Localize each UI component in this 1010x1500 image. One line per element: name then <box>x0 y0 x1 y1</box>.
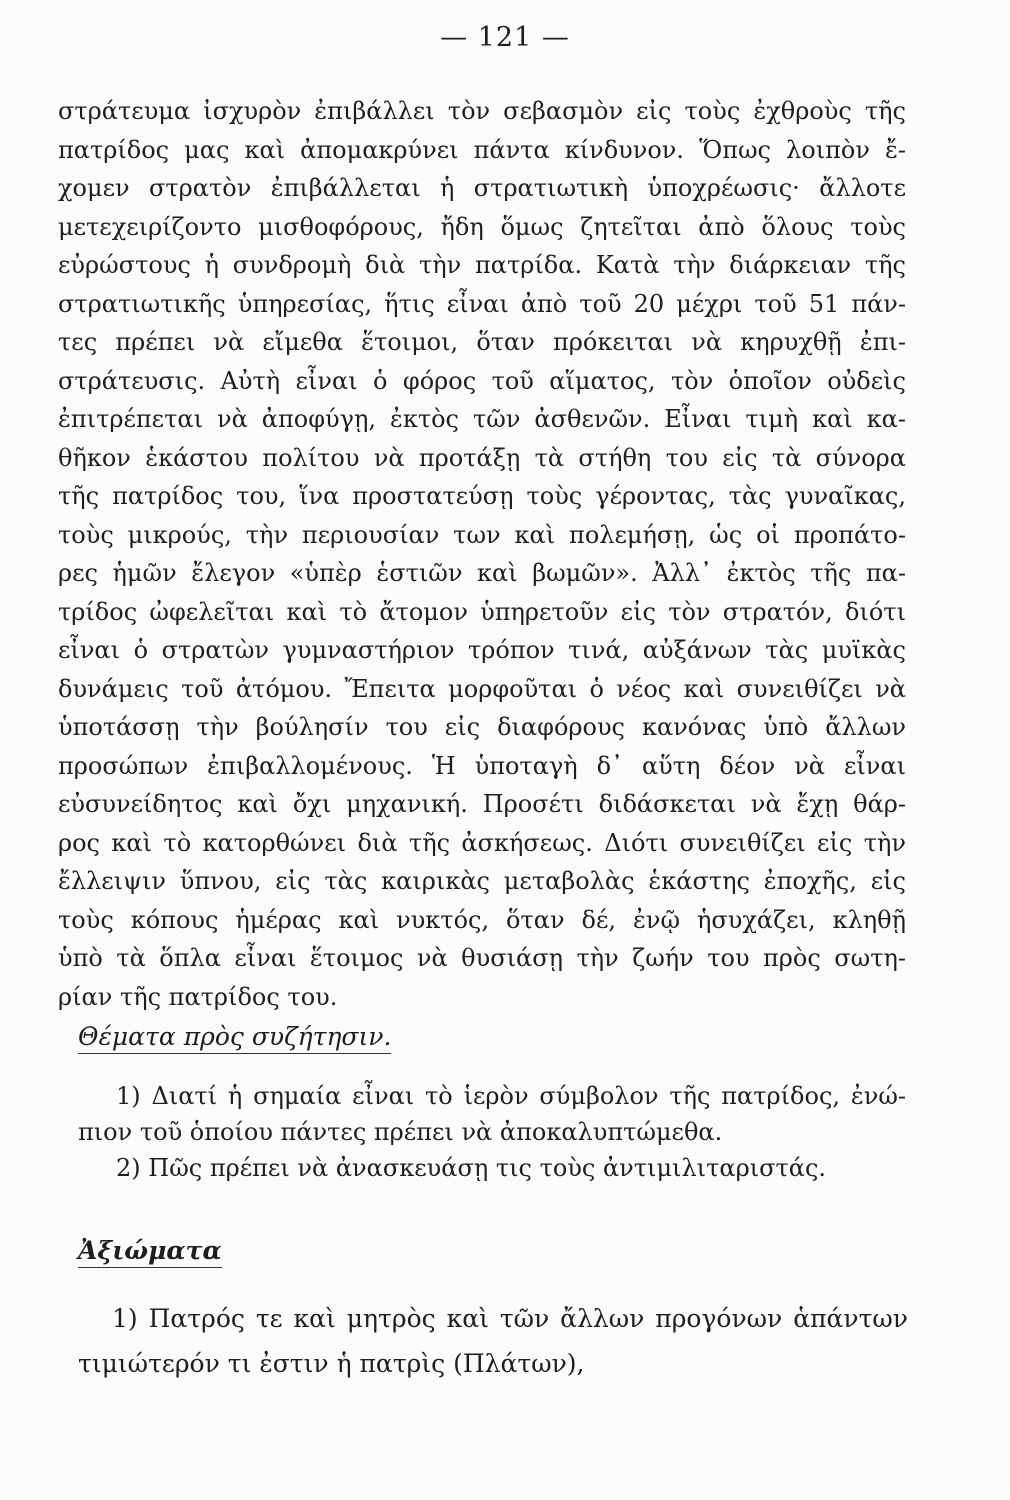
text-line: ἔλλειψιν ὕπνου, εἰς τὰς καιρικὰς μεταβολὰς ἑκάστης ἐποχῆς, εἰς <box>58 867 906 895</box>
text-line: ρίαν τῆς πατρίδος του. <box>58 982 338 1011</box>
text-line: τρίδος ὠφελεῖται καὶ τὸ ἄτομον ὑπηρετοῦν εἰς τὸν στρατόν, διότι <box>58 597 906 626</box>
text-line: ὑπὸ τὰ ὅπλα εἶναι ἕτοιμος νὰ θυσιάσῃ τὴν ζωήν του πρὸς σωτη- <box>58 944 906 972</box>
text-line: ρος καὶ τὸ κατορθώνει διὰ τῆς ἀσκήσεως. Διότι συνειθίζει εἰς τὴν <box>58 828 906 857</box>
text-line: τῆς πατρίδος του, ἵνα προστατεύσῃ τοὺς γέροντας, τὰς γυναῖκας, <box>58 482 906 510</box>
text-line: στράτευμα ἰσχυρὸν ἐπιβάλλει τὸν σεβασμὸν εἰς τοὺς ἐχθροὺς τῆς <box>58 97 906 125</box>
main-paragraph <box>58 92 906 1016</box>
text-line: δυνάμεις τοῦ ἀτόμου. Ἔπειτα μορφοῦται ὁ νέος καὶ συνειθίζει νὰ <box>58 674 906 703</box>
question-line: 2) Πῶς πρέπει νὰ ἀνασκευάσῃ τις τοὺς ἀντιμιλιταριστάς. <box>116 1154 827 1182</box>
axioms-heading: Ἀξιώματα <box>78 1236 222 1268</box>
text-line: εὐρώστους ἡ συνδρομὴ διὰ τὴν πατρίδα. Κατὰ τὴν διάρκειαν τῆς <box>58 251 906 279</box>
axiom-line: τιμιώτερόν τι ἐστιν ἡ πατρὶς (Πλάτων), <box>78 1349 585 1378</box>
discussion-list <box>78 1078 906 1186</box>
text-line: θῆκον ἑκάστου πολίτου νὰ προτάξῃ τὰ στήθη του εἰς τὰ σύνορα <box>58 443 906 472</box>
question-line: πιον τοῦ ὁποίου πάντες πρέπει νὰ ἀποκαλυπτώμεθα. <box>78 1118 723 1146</box>
page-number: — 121 — <box>440 22 570 53</box>
text-line: εὐσυνείδητος καὶ ὄχι μηχανική. Προσέτι διδάσκεται νὰ ἔχῃ θάρ- <box>58 790 906 818</box>
text-line: τες πρέπει νὰ εἴμεθα ἕτοιμοι, ὅταν πρόκειται νὰ κηρυχθῇ ἐπι- <box>58 328 906 356</box>
text-line: στρατιωτικῆς ὑπηρεσίας, ἥτις εἶναι ἀπὸ τοῦ 20 μέχρι τοῦ 51 πάν- <box>58 289 906 318</box>
text-line: στράτευσις. Αὐτὴ εἶναι ὁ φόρος τοῦ αἵματος, τὸν ὁποῖον οὐδεὶς <box>58 366 906 395</box>
text-line: ρες ἡμῶν ἔλεγον «ὑπὲρ ἑστιῶν καὶ βωμῶν». Ἀλλ᾽ ἐκτὸς τῆς πα- <box>58 559 906 587</box>
text-line: τοὺς μικρούς, τὴν περιουσίαν των καὶ πολεμήσῃ, ὡς οἱ προπάτο- <box>58 520 906 549</box>
question-line: 1) Διατί ἡ σημαία εἶναι τὸ ἱερὸν σύμβολον τῆς πατρίδος, ἐνώ- <box>116 1082 906 1110</box>
text-line: μετεχειρίζοντο μισθοφόρους, ἤδη ὅμως ζητεῖται ἀπὸ ὅλους τοὺς <box>58 212 906 241</box>
text-line: ἐπιτρέπεται νὰ ἀποφύγῃ, ἐκτὸς τῶν ἀσθενῶν. Εἶναι τιμὴ καὶ κα- <box>58 405 906 433</box>
text-line: εἶναι ὁ στρατὼν γυμναστήριον τρόπον τινά, αὐξάνων τὰς μυϊκὰς <box>58 636 906 664</box>
text-line: χομεν στρατὸν ἐπιβάλλεται ἡ στρατιωτικὴ ὑποχρέωσις· ἄλλοτε <box>58 174 906 202</box>
axioms-list <box>78 1296 908 1386</box>
text-line: πατρίδος μας καὶ ἀπομακρύνει πάντα κίνδυνον. Ὅπως λοιπὸν ἔ- <box>58 135 906 164</box>
text-line: προσώπων ἐπιβαλλομένους. Ἡ ὑποταγὴ δ᾽ αὕτη δέον νὰ εἶναι <box>58 751 906 780</box>
discussion-heading: Θέματα πρὸς συζήτησιν. <box>78 1022 391 1054</box>
text-line: τοὺς κόπους ἡμέρας καὶ νυκτός, ὅταν δέ, ἐνῷ ἡσυχάζει, κληθῇ <box>58 905 906 934</box>
axiom-line: 1) Πατρός τε καὶ μητρὸς καὶ τῶν ἄλλων προγόνων ἁπάντων <box>112 1304 908 1333</box>
text-line: ὑποτάσσῃ τὴν βούλησίν του εἰς διαφόρους κανόνας ὑπὸ ἄλλων <box>58 713 906 741</box>
